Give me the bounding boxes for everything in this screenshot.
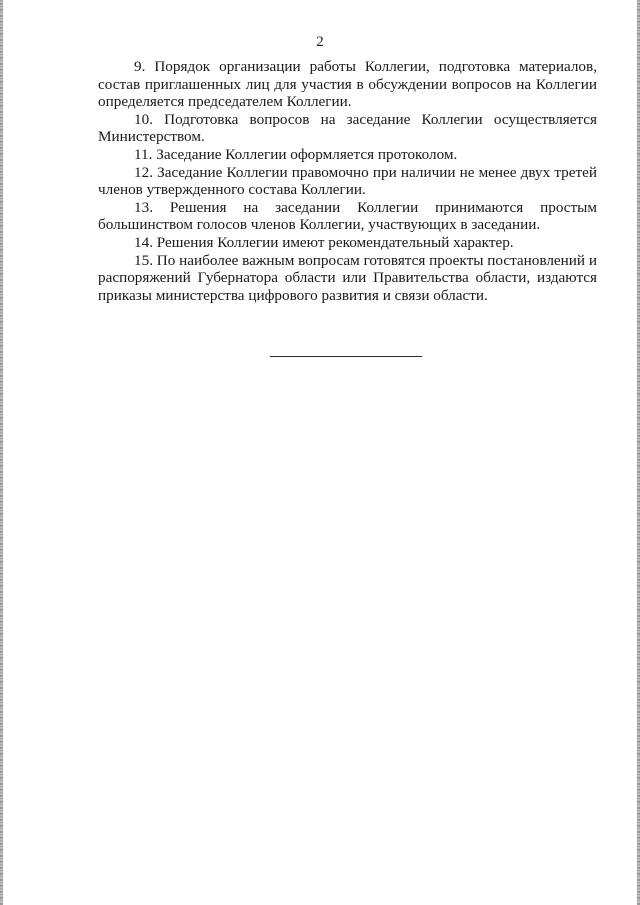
paragraph-13: 13. Решения на заседании Коллегии принимаются простым большинством голосов членов Коллегии, участвующих в заседании. [98,198,597,234]
paragraph-9: 9. Порядок организации работы Коллегии, подготовка материалов, состав приглашенных лиц для участия в обсуждении вопросов на Коллегии определяется председателем Коллегии. [98,58,597,111]
paragraph-12: 12. Заседание Коллегии правомочно при наличии не менее двух третей членов утвержденного состава Коллегии. [98,163,597,199]
document-body [98,58,597,304]
paragraph-15: 15. По наиболее важным вопросам готовятся проекты постановлений и распоряжений Губернатора области или Правительства области, издаются приказы министерства цифрового развития и связи области. [98,251,597,304]
paragraph-14: 14. Решения Коллегии имеют рекомендательный характер. [134,233,514,251]
scan-edge-left [0,0,3,905]
page-number: 2 [316,34,324,50]
paragraph-11: 11. Заседание Коллегии оформляется протоколом. [134,145,458,163]
paragraph-10: 10. Подготовка вопросов на заседание Коллегии осуществляется Министерством. [98,110,597,146]
end-divider-line [270,356,422,357]
